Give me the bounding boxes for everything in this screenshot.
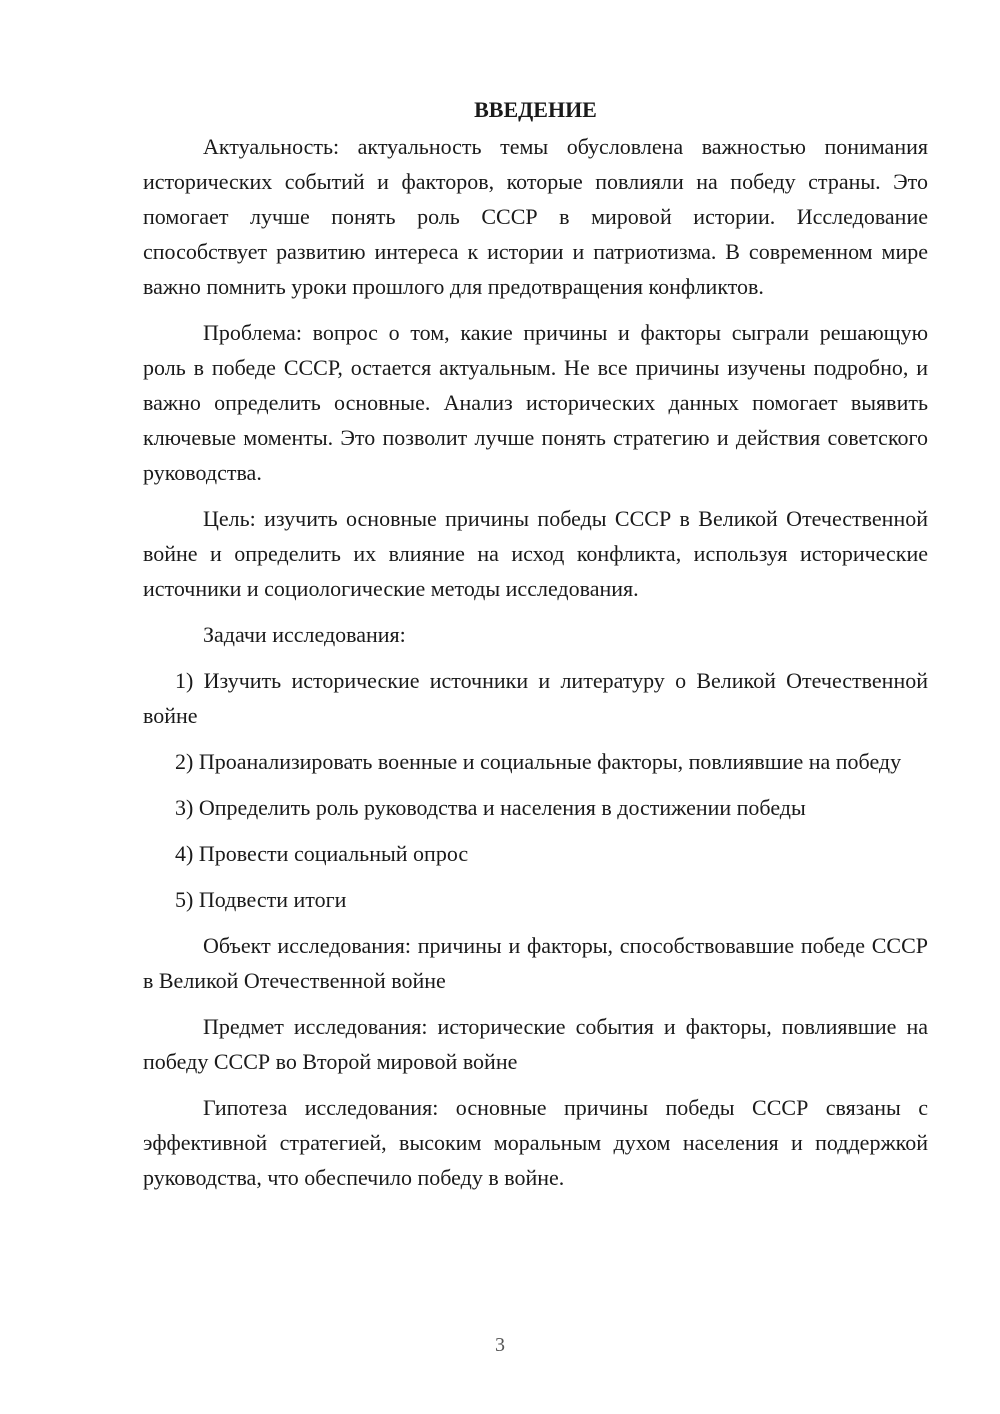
tasks-list	[143, 663, 928, 917]
problem-paragraph: Проблема: вопрос о том, какие причины и факторы сыграли решающую роль в победе СССР, остается актуальным. Не все причины изучены подробно, и важно определить основные. Анализ исторических данных помогает выявить ключевые моменты. Это позволит лучше понять стратегию и действия советского руководства.	[143, 320, 928, 485]
object-paragraph: Объект исследования: причины и факторы, способствовавшие победе СССР в Великой Отечественной войне	[143, 933, 928, 993]
list-item: 5) Подвести итоги	[175, 887, 347, 912]
list-item: 4) Провести социальный опрос	[175, 841, 469, 866]
page-title: ВВЕДЕНИЕ	[474, 97, 597, 122]
relevance-paragraph: Актуальность: актуальность темы обусловлена важностью понимания исторических событий и факторов, которые повлияли на победу страны. Это помогает лучше понять роль СССР в мировой истории. Исследование способствует развитию интереса к истории и патриотизма. В современном мире важно помнить уроки прошлого для предотвращения конфликтов.	[143, 134, 928, 299]
list-item: 1) Изучить исторические источники и литературу о Великой Отечественной войне	[143, 668, 928, 728]
list-item: 3) Определить роль руководства и населения в достижении победы	[175, 795, 806, 820]
list-item: 2) Проанализировать военные и социальные факторы, повлиявшие на победу	[175, 749, 902, 774]
tasks-heading: Задачи исследования:	[203, 622, 406, 647]
document-page	[143, 92, 928, 1195]
subject-paragraph: Предмет исследования: исторические события и факторы, повлиявшие на победу СССР во Второй мировой войне	[143, 1014, 928, 1074]
hypothesis-paragraph: Гипотеза исследования: основные причины победы СССР связаны с эффективной стратегией, высоким моральным духом населения и поддержкой руководства, что обеспечило победу в войне.	[143, 1095, 928, 1190]
goal-paragraph: Цель: изучить основные причины победы СССР в Великой Отечественной войне и определить их влияние на исход конфликта, используя исторические источники и социологические методы исследования.	[143, 506, 928, 601]
page-number: 3	[495, 1334, 505, 1356]
